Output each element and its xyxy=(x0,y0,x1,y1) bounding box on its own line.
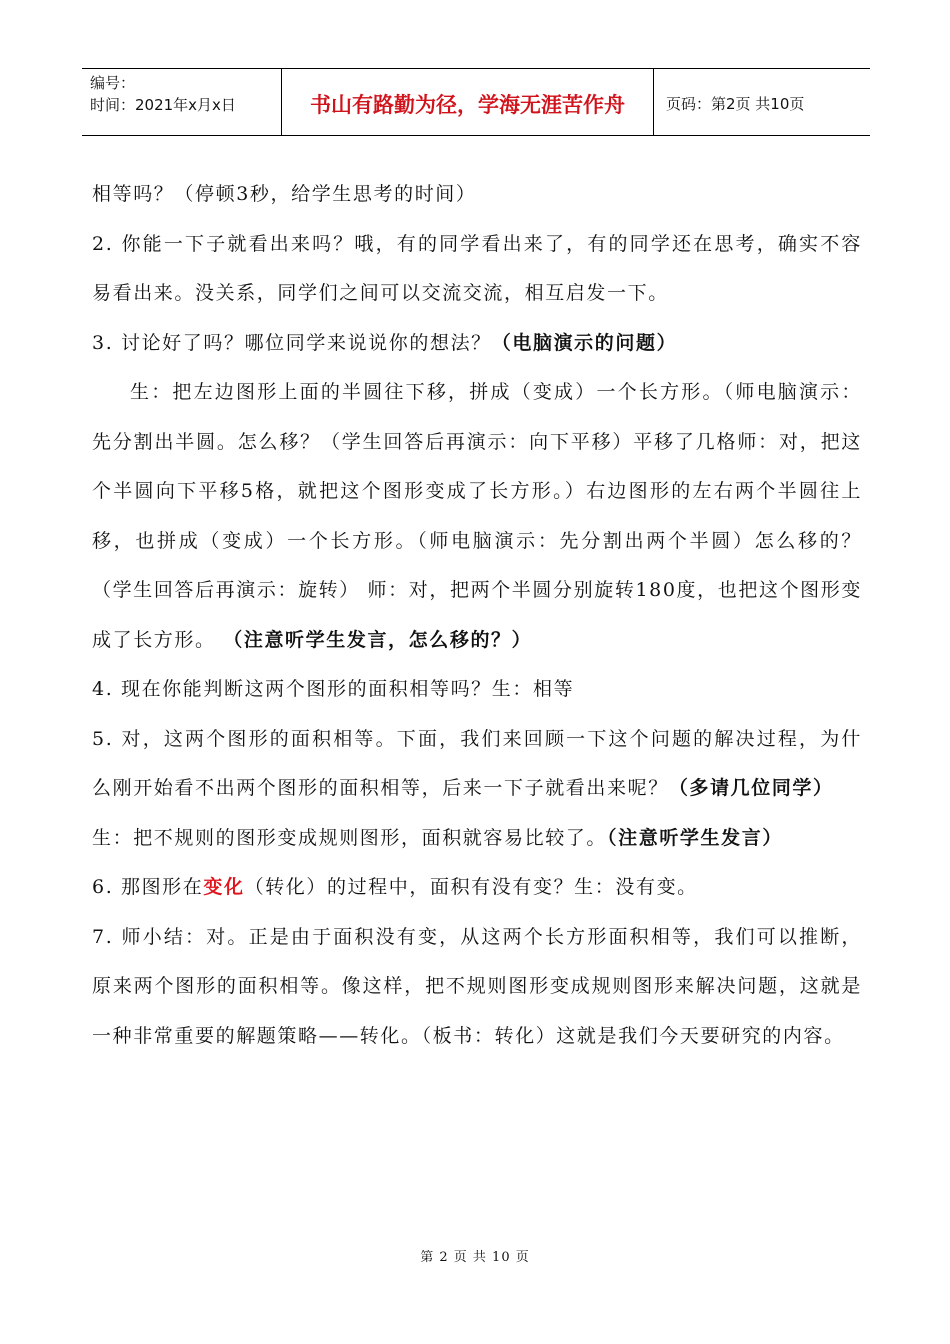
bold-note: （注意听学生发言，怎么移的？） xyxy=(223,628,533,651)
time-label: 时间：2021年x月x日 xyxy=(90,96,236,114)
paragraph: 相等吗？（停顿3秒，给学生思考的时间） xyxy=(92,183,477,205)
paragraph: 2. 你能一下子就看出来吗？哦，有的同学看出来了，有的同学还在思考，确实不容易看出来。没关系，同学们之间可以交流交流，相互启发一下。 xyxy=(92,232,862,304)
paragraph: 生：把不规则的图形变成规则图形，面积就容易比较了。（注意听学生发言） xyxy=(92,826,783,849)
header-page-info: 页码：第2页 共10页 xyxy=(666,94,805,113)
header-motto: 书山有路勤为径，学海无涯苦作舟 xyxy=(282,69,654,135)
paragraph: 3. 讨论好了吗？哪位同学来说说你的想法？（电脑演示的问题） xyxy=(92,331,678,354)
page-footer: 第 2 页 共 10 页 xyxy=(420,1250,530,1265)
number-label: 编号： xyxy=(90,74,136,92)
bold-note: （多请几位同学） xyxy=(668,777,834,799)
paragraph: 6. 那图形在变化（转化）的过程中，面积有没有变？生：没有变。 xyxy=(92,876,698,898)
highlight-word: 变化 xyxy=(203,876,245,898)
bold-note: （电脑演示的问题） xyxy=(491,331,678,354)
paragraph: 7. 师小结：对。正是由于面积没有变，从这两个长方形面积相等，我们可以推断，原来两个图形的面积相等。像这样，把不规则图形变成规则图形来解决问题，这就是一种非常重要的解题策略——转化。（板书：转化）这就是我们今天要研究的内容。 xyxy=(92,925,862,1047)
paragraph: 4. 现在你能判断这两个图形的面积相等吗？生：相等 xyxy=(92,678,575,700)
header-meta xyxy=(82,69,282,135)
paragraph: 5. 对，这两个图形的面积相等。下面，我们来回顾一下这个问题的解决过程，为什么刚开始看不出两个图形的面积相等，后来一下子就看出来呢？（多请几位同学） xyxy=(92,727,862,799)
paragraph: 生：把左边图形上面的半圆往下移，拼成（变成）一个长方形。（师电脑演示：先分割出半圆。怎么移？（学生回答后再演示：向下平移）平移了几格师：对，把这个半圆向下平移5格，就把这个图形变成了长方形。）右边图形的左右两个半圆往上移，也拼成（变成）一个长方形。（师电脑演示：先分割出两个半圆）怎么移的？（学生回答后再演示：旋转） 师：对，把两个半圆分别旋转180度，也把这个图形变成了长方形。 （注意听学生发言，怎么移的？） xyxy=(92,381,862,651)
document-header xyxy=(82,68,870,136)
document-body xyxy=(92,170,862,1061)
bold-note: （注意听学生发言） xyxy=(607,826,783,849)
